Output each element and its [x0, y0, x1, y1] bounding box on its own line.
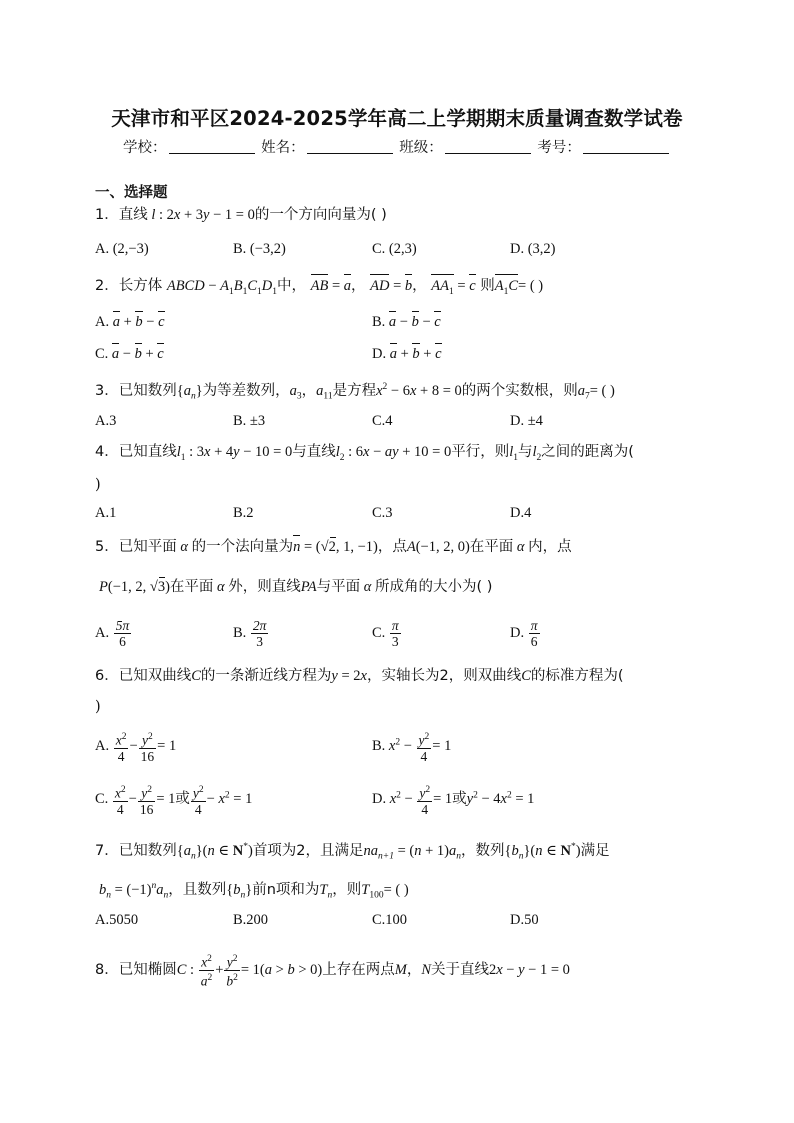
q1-stem2: 的一个方向向量为( ) [254, 207, 387, 223]
question-6: 6．已知双曲线C的一条渐近线方程为y = 2x，实轴长为2，则双曲线C的标准方程为( [95, 668, 624, 684]
q6-stem: 6．已知双曲线 [95, 668, 192, 684]
q5-l2c: 与平面 [316, 579, 361, 595]
q7-option-a[interactable]: A.5050 [95, 912, 139, 928]
q5-l2b: 外，则直线 [228, 579, 301, 595]
q6-d-or: 或 [452, 791, 467, 808]
q3-stem: 3．已知数列 [95, 382, 177, 399]
class-blank[interactable] [445, 139, 531, 154]
q3-s3: 是方程 [332, 382, 377, 399]
question-7-line2: $b_n = (-1)^na_n$，且数列$\{b_n\}$前n项和为$T_n$，则$T_{100}=$ ( ) [99, 881, 409, 901]
q5-s4: 在平面 [469, 539, 514, 555]
q6-s3: ，实轴长为2，则双曲线 [366, 668, 522, 684]
name-label: 姓名： [261, 140, 305, 156]
q8-s2: 上存在两点 [322, 962, 395, 978]
q7-l2b: 前n项和为 [252, 881, 320, 898]
q5-option-a[interactable]: A. $\frac{5\pi}{6}$ [95, 618, 130, 649]
school-blank[interactable] [169, 139, 255, 154]
q5-option-c[interactable]: C. $\frac{\pi}{3}$ [372, 618, 399, 649]
q5-l2d: 所成角的大小为( ) [375, 579, 493, 595]
q1-option-b[interactable]: B. (−3,2) [233, 241, 286, 257]
q7-end: = ( ) [383, 881, 409, 898]
exam-title: 天津市和平区2024-2025学年高二上学期期末质量调查数学试卷 [111, 107, 683, 130]
q6-c-or: 或 [175, 791, 190, 808]
q5-s2: 的一个法向量为 [191, 539, 294, 555]
q4-option-b[interactable]: B.2 [233, 505, 254, 521]
question-7: 7．已知数列$\{a_n\}(n$ ∈ N*)首项为2，且满足$na_{n+1} = (n + 1)a_n$，数列$\{b_n\}(n$ ∈ N*)满足 [95, 842, 610, 862]
q7-s3: ，数列 [461, 842, 505, 859]
q4-s3: 平行，则 [451, 444, 510, 460]
q3-s4: 的两个实数根，则 [461, 382, 578, 399]
q3-option-b[interactable]: B. ±3 [233, 413, 266, 429]
school-label: 学校： [123, 140, 167, 156]
q6-option-b[interactable]: B. $x^2$ − $\frac{y^2}{4}$ = 1 [372, 732, 452, 764]
number-label: 考号： [537, 140, 581, 156]
q7-s2: 首项为2，且满足 [252, 842, 364, 859]
q5-s3: ，点 [377, 539, 407, 555]
q6-s2: 的一条渐近线方程为 [200, 668, 332, 684]
q4-option-a[interactable]: A.1 [95, 505, 117, 521]
q4-option-c[interactable]: C.3 [372, 505, 393, 521]
q3-option-c[interactable]: C.4 [372, 413, 393, 429]
q6-option-c[interactable]: C. $\frac{x^2}{4}$ − $\frac{y^2}{16}$ = 1或 $\frac{y^2}{4}$ − $x^2 = 1$ [95, 785, 253, 817]
question-1: 1．直线 l : 2x + 3y − 1 = 0的一个方向向量为( ) [95, 207, 387, 223]
q5-option-b[interactable]: B. $\frac{2\pi}{3}$ [233, 618, 267, 649]
q7-l2a: ，且数列 [168, 881, 227, 898]
question-5: 5．已知平面 α 的一个法向量为n = (√2, 1, −1)，点A(−1, 2, 0)在平面 α 内，点 [95, 539, 572, 555]
q2-option-d[interactable]: D. a + b + c [372, 346, 442, 362]
q4-continuation: ) [95, 477, 101, 493]
q3-end: = ( ) [589, 382, 615, 399]
q4-stem: 4．已知直线 [95, 444, 177, 460]
class-label: 班级： [399, 140, 443, 156]
number-blank[interactable] [583, 139, 669, 154]
q6-continuation: ) [95, 699, 101, 715]
q3-option-d[interactable]: D. ±4 [510, 413, 543, 429]
q2-option-c[interactable]: C. a − b + c [95, 346, 164, 362]
q5-stem: 5．已知平面 [95, 539, 177, 555]
q1-option-a[interactable]: A. (2,−3) [95, 241, 149, 257]
q4-s4: 与 [517, 444, 533, 460]
q8-stem: 8．已知椭圆 [95, 962, 177, 978]
q6-option-a[interactable]: A. $\frac{x^2}{4}$ − $\frac{y^2}{16}$ = 1 [95, 732, 177, 764]
q7-option-b[interactable]: B.200 [233, 912, 269, 928]
name-blank[interactable] [307, 139, 393, 154]
question-4: 4．已知直线$l_1$ : 3x + 4y − 10 = 0与直线$l_2$ : 6x − ay + 10 = 0平行，则$l_1$与$l_2$之间的距离为( [95, 444, 634, 463]
q2-tail: 则 [480, 278, 495, 294]
q6-s4: 的标准方程为( [530, 668, 624, 684]
q2-end: = ( ) [518, 278, 544, 294]
q5-s5: 内，点 [528, 539, 572, 555]
section-heading: 一、选择题 [95, 185, 168, 201]
info-fields [123, 136, 671, 157]
q3-option-a[interactable]: A.3 [95, 413, 117, 429]
q4-s2: 与直线 [292, 444, 336, 460]
question-2: 2．长方体 ABCD − $A_1B_1C_1D_1$中， AB = a， AD = b， $AA_1 = c$ 则$A_1C=$ ( ) [95, 277, 543, 301]
question-8: 8．已知椭圆C : $\frac{x^2}{a^2}$ + $\frac{y^2}{b^2}$ = 1(a > b > 0)上存在两点M，N关于直线2x − y − 1 = 0 [95, 954, 570, 988]
q7-s4: 满足 [580, 842, 610, 859]
q1-option-d[interactable]: D. (3,2) [510, 241, 556, 257]
q2-stem: 2．长方体 [95, 278, 163, 294]
q7-stem: 7．已知数列 [95, 842, 177, 859]
q1-option-c[interactable]: C. (2,3) [372, 241, 417, 257]
q5-option-d[interactable]: D. $\frac{\pi}{6}$ [510, 618, 538, 649]
q6-option-d[interactable]: D. $x^2$ − $\frac{y^2}{4}$ = 1或$y^2 - 4x^2 = 1$ [372, 785, 535, 817]
q2-option-b[interactable]: B. a − b − c [372, 314, 441, 330]
q1-stem: 1．直线 [95, 207, 148, 223]
q4-option-d[interactable]: D.4 [510, 505, 532, 521]
q7-option-c[interactable]: C.100 [372, 912, 408, 928]
q2-option-a[interactable]: A. a + b − c [95, 314, 165, 330]
q4-s5: 之间的距离为( [541, 444, 634, 460]
q7-option-d[interactable]: D.50 [510, 912, 539, 928]
q5-l2a: 在平面 [169, 579, 214, 595]
q3-s2: 为等差数列， [202, 382, 290, 399]
question-3: 3．已知数列$\{a_n\}$为等差数列，$a_3$，$a_{11}$是方程$x^2 - 6x + 8 = 0$的两个实数根，则$a_7=$ ( ) [95, 382, 615, 402]
question-5-line2: P(−1, 2, √3)在平面 α 外，则直线PA与平面 α 所成角的大小为( ) [99, 579, 493, 595]
q8-s3: 关于直线 [430, 962, 489, 978]
q7-l2c: ，则 [332, 881, 362, 898]
